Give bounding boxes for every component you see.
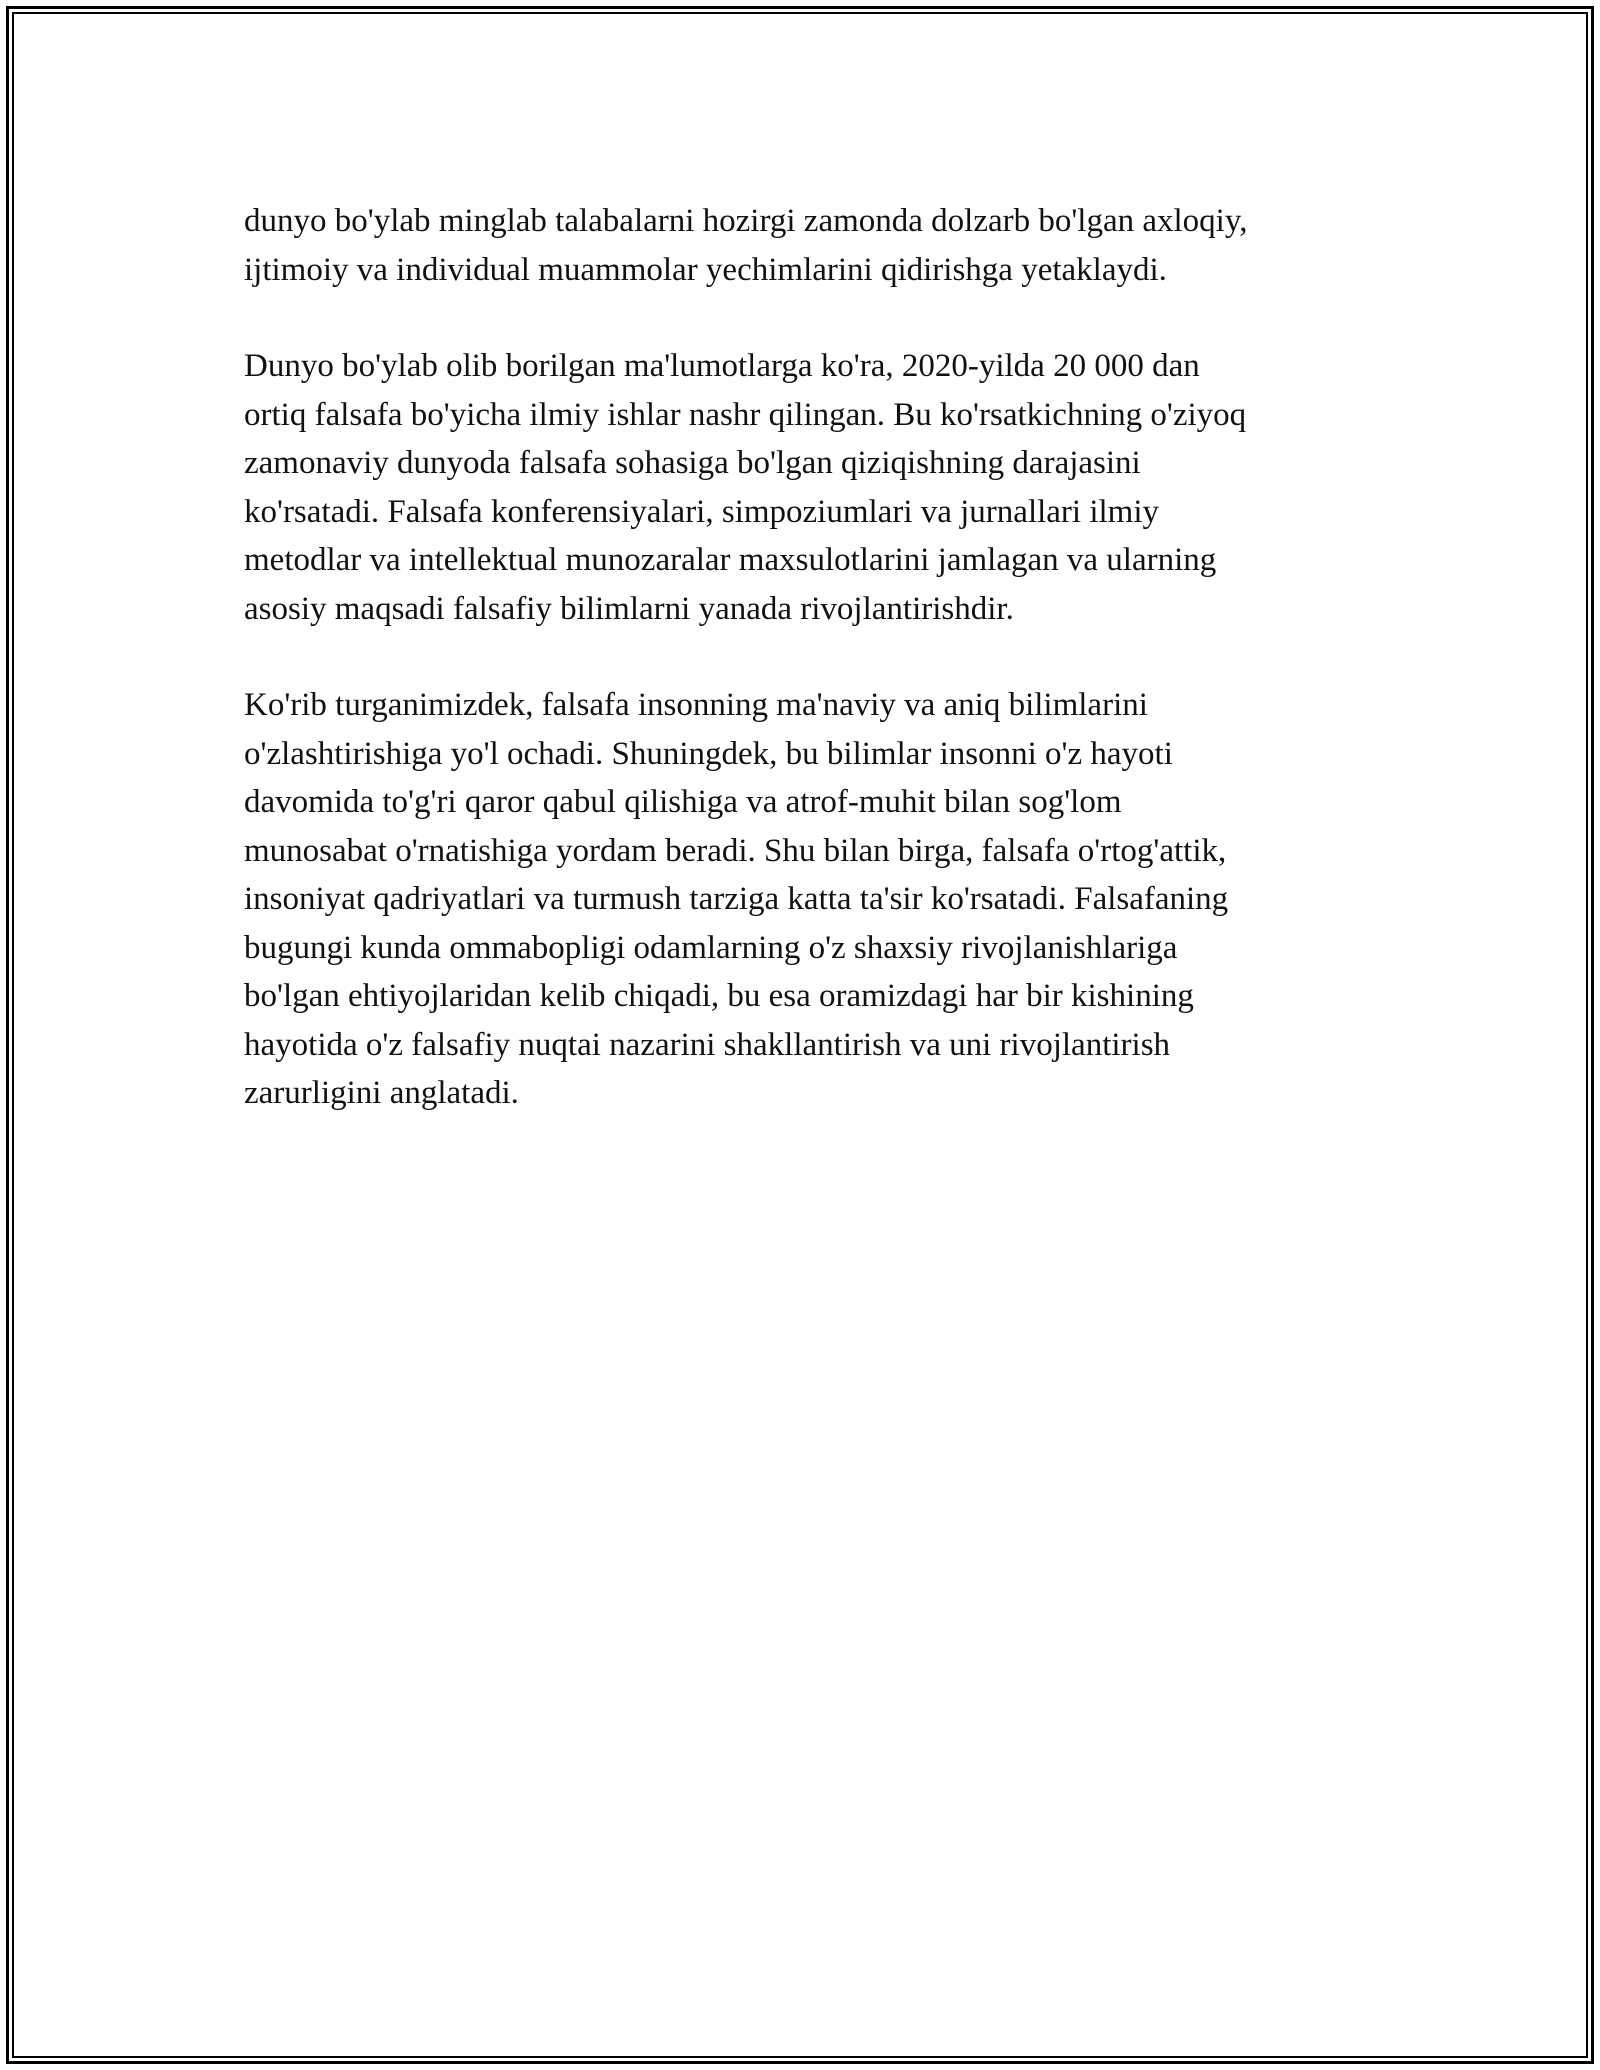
document-body: [244, 197, 1379, 1166]
paragraph-3: Ko'rib turganimizdek, falsafa insonning ma'naviy va aniq bilimlarini o'zlashtirishiga yo'l ochadi. Shuningdek, bu bilimlar insonni o'z hayoti davomida to'g'ri qaror qabul qilishiga va atrof-muhit bilan sog'lom munosabat o'rnatishiga yordam beradi. Shu bilan birga, falsafa o'rtog'attik, insoniyat qadriyatlari va turmush tarziga katta ta'sir ko'rsatadi. Falsafaning bugungi kunda ommabopligi odamlarning o'z shaxsiy rivojlanishlariga bo'lgan ehtiyojlaridan kelib chiqadi, bu esa oramizdagi har bir kishining hayotida o'z falsafiy nuqtai nazarini shakllantirish va uni rivojlantirish zarurligini anglatadi.: [244, 687, 1229, 1111]
page-frame: [6, 6, 1594, 2064]
paragraph-1: dunyo bo'ylab minglab talabalarni hozirgi zamonda dolzarb bo'lgan axloqiy, ijtimoiy va individual muammolar yechimlarini qidirishga yetaklaydi.: [244, 203, 1248, 288]
paragraph-2: Dunyo bo'ylab olib borilgan ma'lumotlarga ko'ra, 2020-yilda 20 000 dan ortiq falsafa bo'yicha ilmiy ishlar nashr qilingan. Bu ko'rsatkichning o'ziyoq zamonaviy dunyoda falsafa sohasiga bo'lgan qiziqishning darajasini ko'rsatadi. Falsafa konferensiyalari, simpoziumlari va jurnallari ilmiy metodlar va intellektual munozaralar maxsulotlarini jamlagan va ularning asosiy maqsadi falsafiy bilimlarni yanada rivojlantirishdir.: [244, 348, 1247, 627]
